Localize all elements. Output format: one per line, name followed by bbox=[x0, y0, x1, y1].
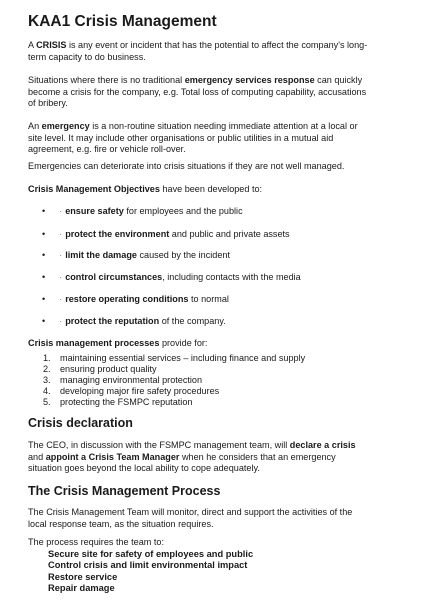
objective-item: • · ensure safety for employees and the public bbox=[42, 206, 243, 216]
process-item: 2. ensuring product quality bbox=[43, 364, 157, 374]
process-paragraph: The Crisis Management Team will monitor, direct and support the activities of the local response team, as the situation requires. bbox=[28, 507, 353, 529]
page-title: KAA1 Crisis Management bbox=[28, 13, 217, 30]
objective-item: • · control circumstances, including contacts with the media bbox=[42, 272, 301, 282]
requirements-intro: The process requires the team to: bbox=[28, 537, 164, 547]
crisis-term: CRISIS bbox=[36, 40, 67, 50]
process-item: 5. protecting the FSMPC reputation bbox=[43, 397, 193, 407]
processes-list bbox=[43, 353, 305, 408]
requirement-item: Restore service bbox=[48, 571, 118, 582]
requirement-item: Control crisis and limit environmental impact bbox=[48, 560, 248, 571]
processes-intro: Crisis management processes provide for: bbox=[28, 338, 208, 348]
requirements-list bbox=[48, 549, 253, 595]
emergency-services-paragraph: Situations where there is no traditional emergency services response can quickly become a crisis for the company, e.g. Total loss of computing capability, accusations of bribery. bbox=[28, 75, 367, 109]
objective-item: • · protect the environment and public and private assets bbox=[42, 229, 290, 239]
objectives-intro: Crisis Management Objectives have been developed to: bbox=[28, 184, 263, 194]
deterioration-paragraph: Emergencies can deteriorate into crisis situations if they are not well managed. bbox=[28, 161, 345, 171]
objective-item: • · limit the damage caused by the incident bbox=[42, 250, 230, 260]
requirement-item: Repair damage bbox=[48, 583, 115, 594]
objective-item: • · restore operating conditions to normal bbox=[42, 294, 229, 304]
objective-item: • · protect the reputation of the company. bbox=[42, 316, 226, 326]
intro-paragraph: A CRISIS is any event or incident that has the potential to affect the company's long- term capacity to do business. bbox=[28, 40, 368, 62]
crisis-declaration-paragraph: The CEO, in discussion with the FSMPC management team, will declare a crisis and appoint a Crisis Team Manager when he considers that an emergency situation goes beyond the local ability to cope adequately. bbox=[28, 440, 356, 474]
emergency-definition-paragraph: An emergency is a non-routine situation needing immediate attention at a local or site level. It may include other organisations or public utilities in a mutual aid agreement, e.g. fire or vehicle roll-over. bbox=[28, 121, 358, 155]
process-item: 4. developing major fire safety procedures bbox=[43, 386, 220, 396]
process-item: 1. maintaining essential services – including finance and supply bbox=[43, 353, 306, 363]
process-item: 3. managing environmental protection bbox=[43, 375, 203, 385]
process-heading: The Crisis Management Process bbox=[28, 484, 221, 498]
crisis-declaration-heading: Crisis declaration bbox=[28, 416, 133, 430]
requirement-item: Secure site for safety of employees and public bbox=[48, 549, 254, 559]
